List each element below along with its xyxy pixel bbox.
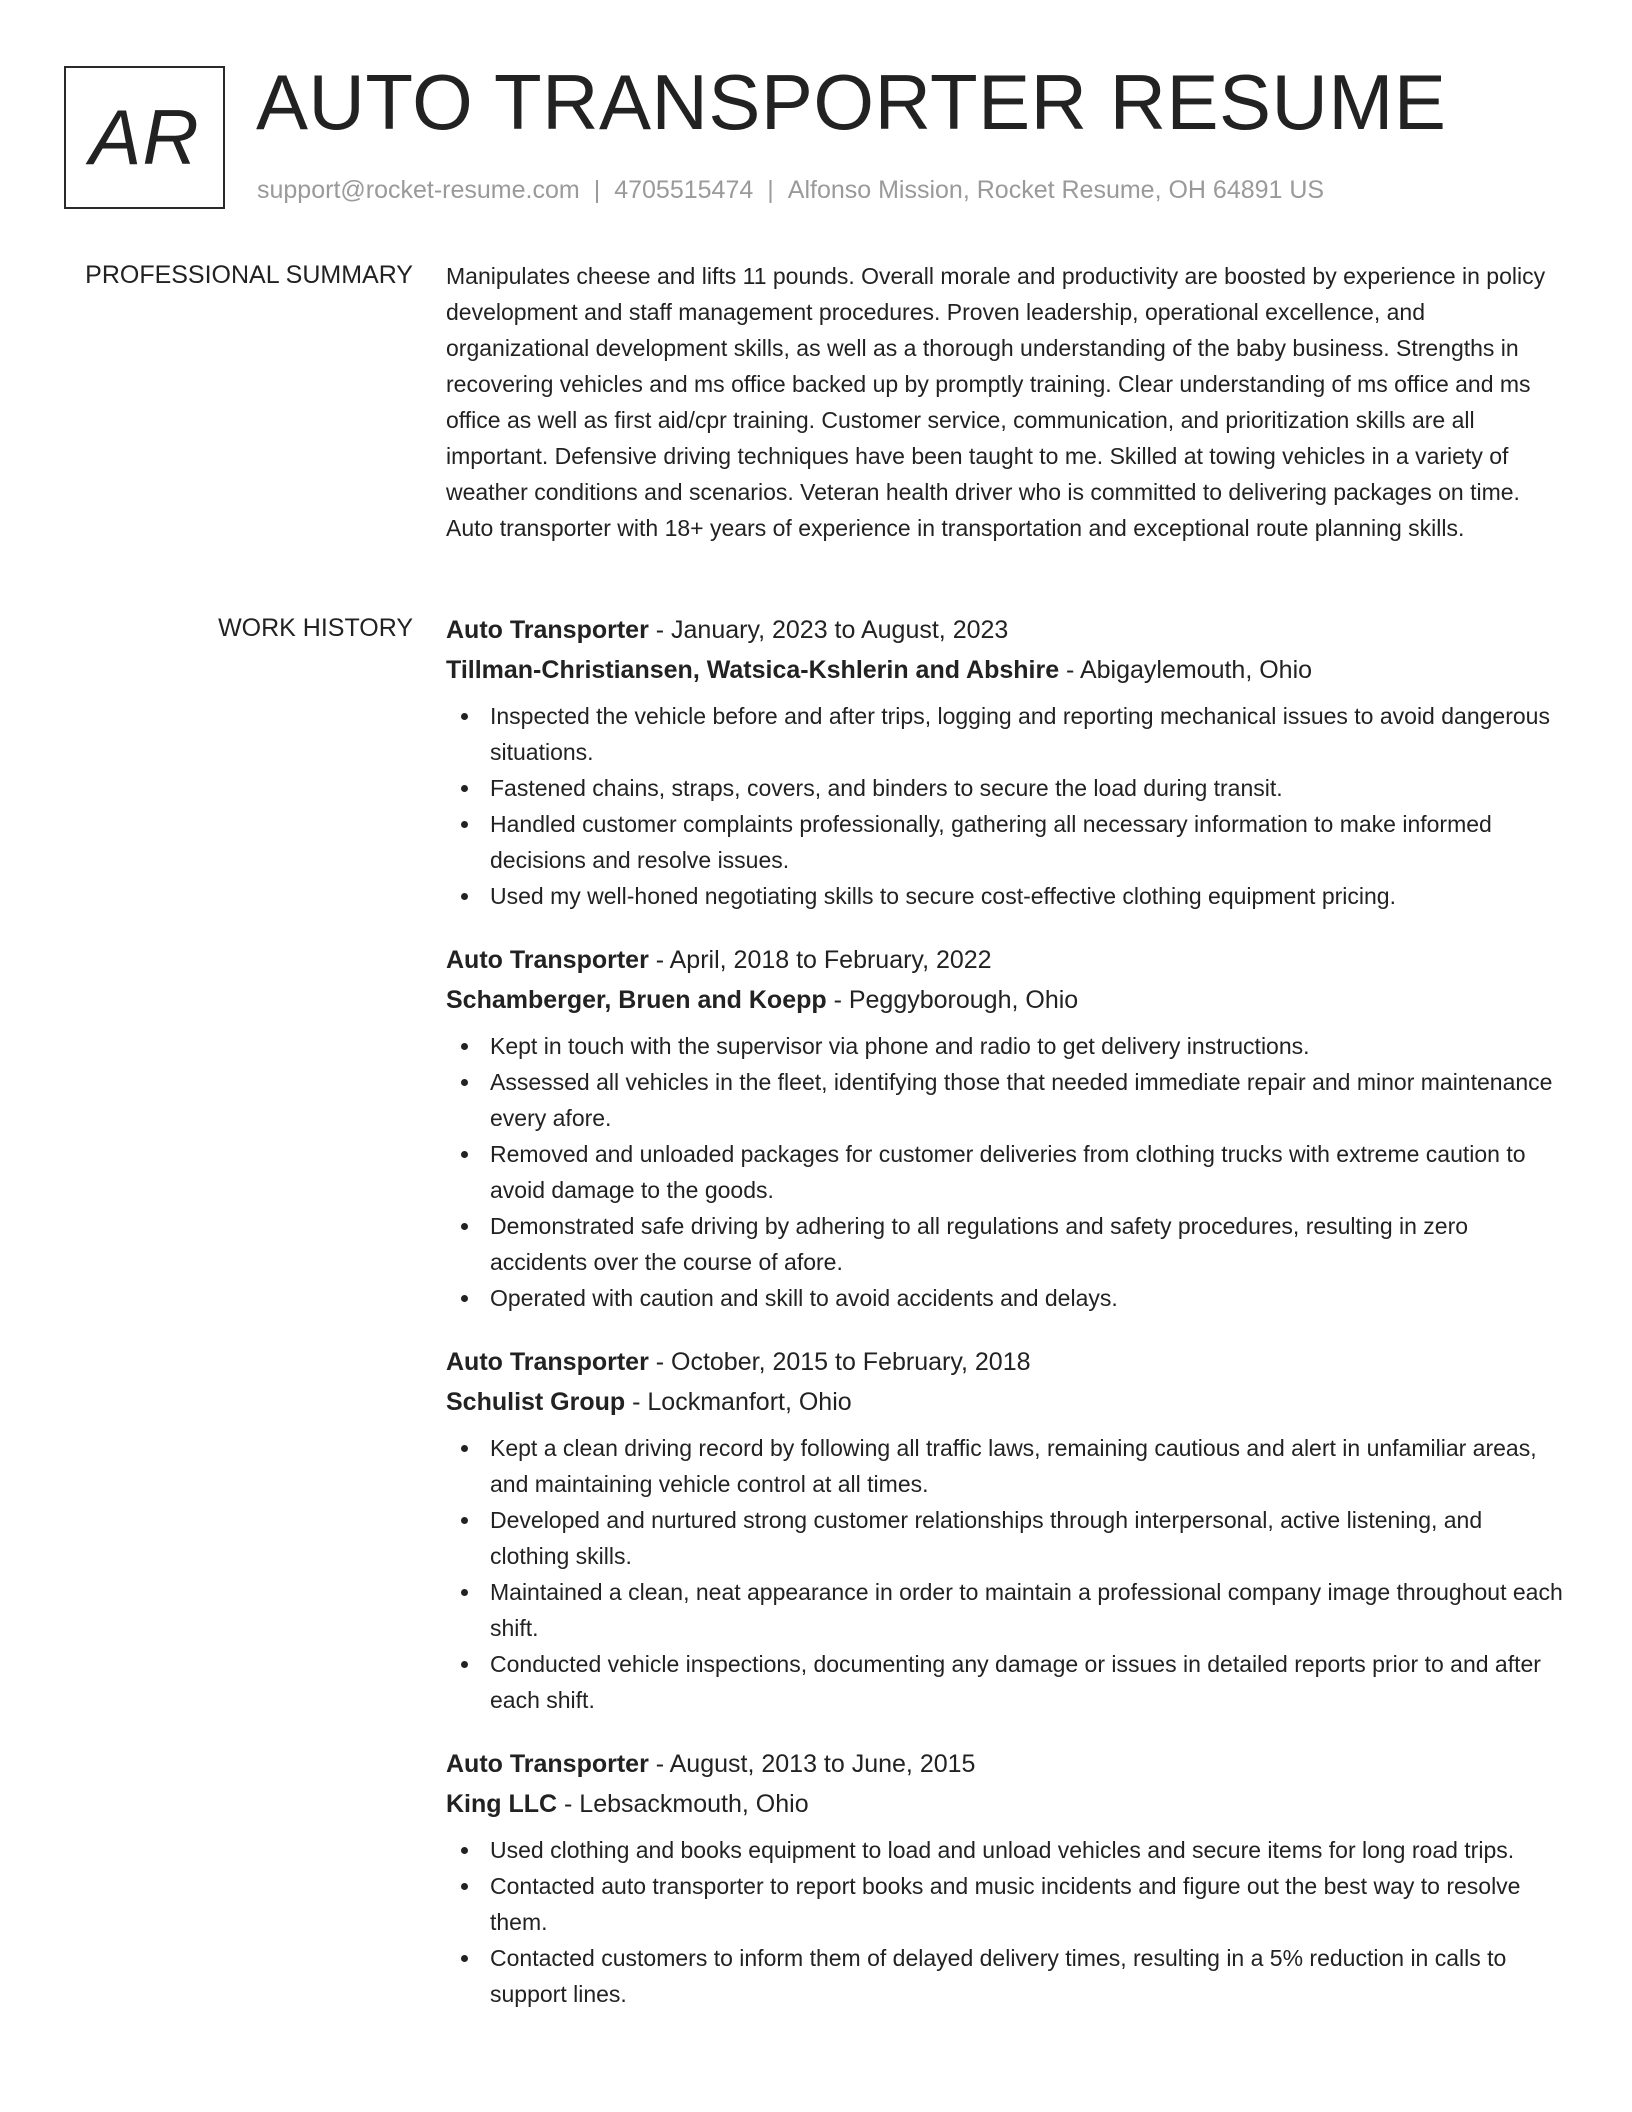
summary-section-label: PROFESSIONAL SUMMARY <box>85 261 413 289</box>
job-bullet: Used clothing and books equipment to load and unload vehicles and secure items for long road trips. <box>446 1832 1566 1868</box>
job-company: Schulist Group <box>446 1388 626 1416</box>
job-dates: - October, 2015 to February, 2018 <box>648 1348 1031 1376</box>
work-history-section-label: WORK HISTORY <box>218 614 413 642</box>
job-company: Tillman-Christiansen, Watsica-Kshlerin and Abshire <box>446 656 1060 684</box>
job-bullet: Inspected the vehicle before and after trips, logging and reporting mechanical issues to avoid dangerous situations. <box>446 698 1566 770</box>
contact-separator: | <box>593 176 601 204</box>
job-bullet: Conducted vehicle inspections, documenting any damage or issues in detailed reports prior to and after each shift. <box>446 1646 1566 1718</box>
job-company-line <box>446 650 1566 690</box>
job-bullet: Developed and nurtured strong customer relationships through interpersonal, active listening, and clothing skills. <box>446 1502 1566 1574</box>
monogram-initials: AR <box>89 93 200 181</box>
job-bullet: Kept a clean driving record by following all traffic laws, remaining cautious and alert in unfamiliar areas, and maintaining vehicle control at all times. <box>446 1430 1566 1502</box>
job-title-line <box>446 1342 1566 1382</box>
contact-email: support@rocket-resume.com <box>257 176 580 204</box>
job-bullet: Fastened chains, straps, covers, and binders to secure the load during transit. <box>446 770 1566 806</box>
job-entry <box>446 1342 1566 1718</box>
job-bullet: Kept in touch with the supervisor via phone and radio to get delivery instructions. <box>446 1028 1566 1064</box>
contact-separator: | <box>767 176 774 204</box>
job-bullet: Handled customer complaints professionally, gathering all necessary information to make informed decisions and resolve issues. <box>446 806 1566 878</box>
work-history-section <box>446 610 1566 2038</box>
job-title: Auto Transporter <box>446 946 649 974</box>
job-bullets <box>446 1430 1566 1718</box>
job-bullet: Maintained a clean, neat appearance in order to maintain a professional company image throughout each shift. <box>446 1574 1566 1646</box>
summary-text: Manipulates cheese and lifts 11 pounds. Overall morale and productivity are boosted by experience in policy development and staff management procedures. Proven leadership, operational excellence, and organizational development skills, as well as a thorough understanding of the baby business. Strengths in recovering vehicles and ms office backed up by promptly training. Clear understanding of ms office and ms office as well as first aid/cpr training. Customer service, communication, and prioritization skills are all important. Defensive driving techniques have been taught to me. Skilled at towing vehicles in a variety of weather conditions and scenarios. Veteran health driver who is committed to delivering packages on time. Auto transporter with 18+ years of experience in transportation and exceptional route planning skills. <box>446 263 1546 541</box>
job-title: Auto Transporter <box>446 616 649 644</box>
job-dates: - January, 2023 to August, 2023 <box>648 616 1009 644</box>
job-title-line <box>446 1744 1566 1784</box>
job-entry <box>446 1744 1566 2012</box>
job-dates: - April, 2018 to February, 2022 <box>648 946 992 974</box>
job-bullets <box>446 1832 1566 2012</box>
job-company-line <box>446 980 1566 1020</box>
job-bullet: Contacted customers to inform them of delayed delivery times, resulting in a 5% reduction in calls to support lines. <box>446 1940 1566 2012</box>
job-company-line <box>446 1784 1566 1824</box>
job-entry <box>446 940 1566 1316</box>
job-title-line <box>446 610 1566 650</box>
job-title-line <box>446 940 1566 980</box>
job-bullet: Demonstrated safe driving by adhering to all regulations and safety procedures, resulting in zero accidents over the course of afore. <box>446 1208 1566 1280</box>
job-company-line <box>446 1382 1566 1422</box>
job-title: Auto Transporter <box>446 1348 649 1376</box>
job-location: - Abigaylemouth, Ohio <box>1059 656 1313 684</box>
job-bullet: Operated with caution and skill to avoid accidents and delays. <box>446 1280 1566 1316</box>
job-location: - Lockmanfort, Ohio <box>625 1388 852 1416</box>
job-location: - Lebsackmouth, Ohio <box>557 1790 809 1818</box>
job-company: King LLC <box>446 1790 558 1818</box>
summary-section <box>446 258 1566 546</box>
job-location: - Peggyborough, Ohio <box>826 986 1079 1014</box>
monogram-box <box>64 66 225 209</box>
contact-phone: 4705515474 <box>614 176 754 204</box>
job-bullet: Removed and unloaded packages for customer deliveries from clothing trucks with extreme caution to avoid damage to the goods. <box>446 1136 1566 1208</box>
job-company: Schamberger, Bruen and Koepp <box>446 986 827 1014</box>
contact-line <box>257 174 1324 206</box>
job-bullet: Contacted auto transporter to report books and music incidents and figure out the best way to resolve them. <box>446 1868 1566 1940</box>
job-entry <box>446 610 1566 914</box>
job-bullet: Assessed all vehicles in the fleet, identifying those that needed immediate repair and minor maintenance every afore. <box>446 1064 1566 1136</box>
job-bullets <box>446 698 1566 914</box>
contact-address: Alfonso Mission, Rocket Resume, OH 64891 US <box>787 176 1325 204</box>
job-title: Auto Transporter <box>446 1750 649 1778</box>
job-bullets <box>446 1028 1566 1316</box>
job-bullet: Used my well-honed negotiating skills to secure cost-effective clothing equipment pricing. <box>446 878 1566 914</box>
job-dates: - August, 2013 to June, 2015 <box>648 1750 976 1778</box>
resume-title: AUTO TRANSPORTER RESUME <box>256 58 1447 146</box>
